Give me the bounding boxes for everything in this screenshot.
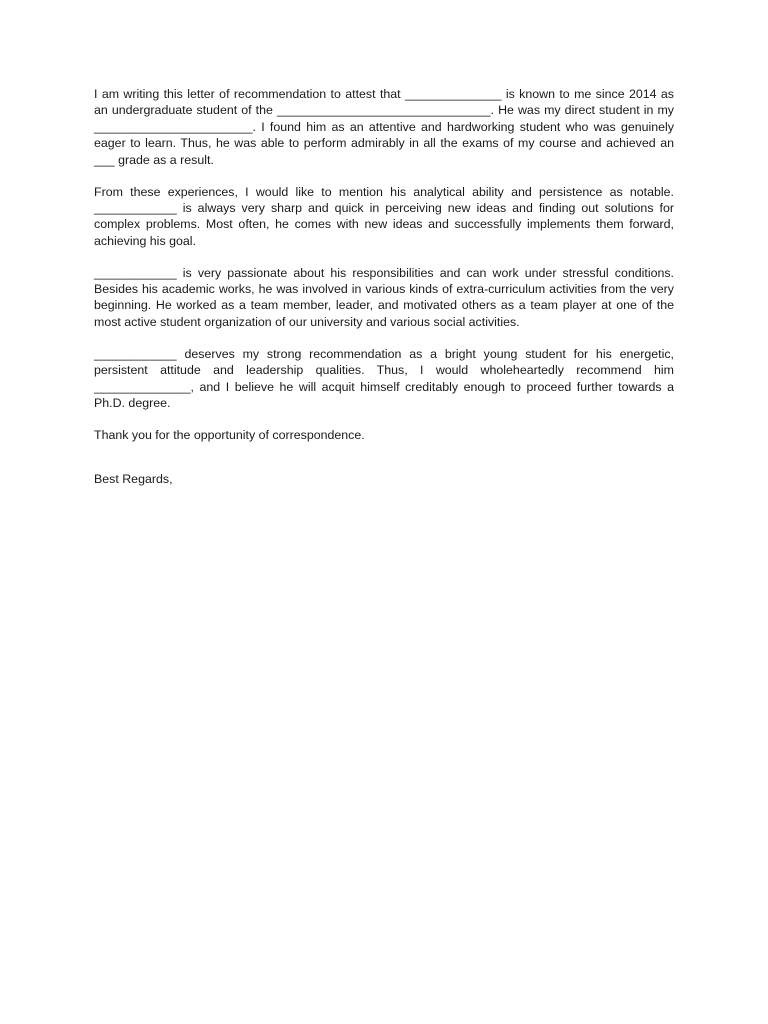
letter-body [94,86,674,503]
paragraph-introduction: I am writing this letter of recommendation to attest that ______________ is known to me since 2014 as an undergraduate student of the _______________________________. He was my direct student in my _______________________. I found him as an attentive and hardworking student who was genuinely eager to learn. Thus, he was able to perform admirably in all the exams of my course and achieved an ___ grade as a result. [94,87,674,167]
paragraph-activities: ____________ is very passionate about his responsibilities and can work under stressful conditions. Besides his academic works, he was involved in various kinds of extra-curriculum activities from the very beginning. He worked as a team member, leader, and motivated others as a team player at one of the most active student organization of our university and various social activities. [94,265,674,329]
thanks-line: Thank you for the opportunity of correspondence. [94,427,365,442]
paragraph-recommendation: ____________ deserves my strong recommendation as a bright young student for his energetic, persistent attitude and leadership qualities. Thus, I would wholeheartedly recommend him ______________, and I believe he will acquit himself creditably enough to proceed further towards a Ph.D. degree. [94,346,674,410]
paragraph-abilities: From these experiences, I would like to mention his analytical ability and persistence as notable. ____________ is always very sharp and quick in perceiving new ideas and finding out solutions for complex problems. Most often, he comes with new ideas and successfully implements them forward, achieving his goal. [94,184,674,248]
closing-line: Best Regards, [94,472,173,487]
